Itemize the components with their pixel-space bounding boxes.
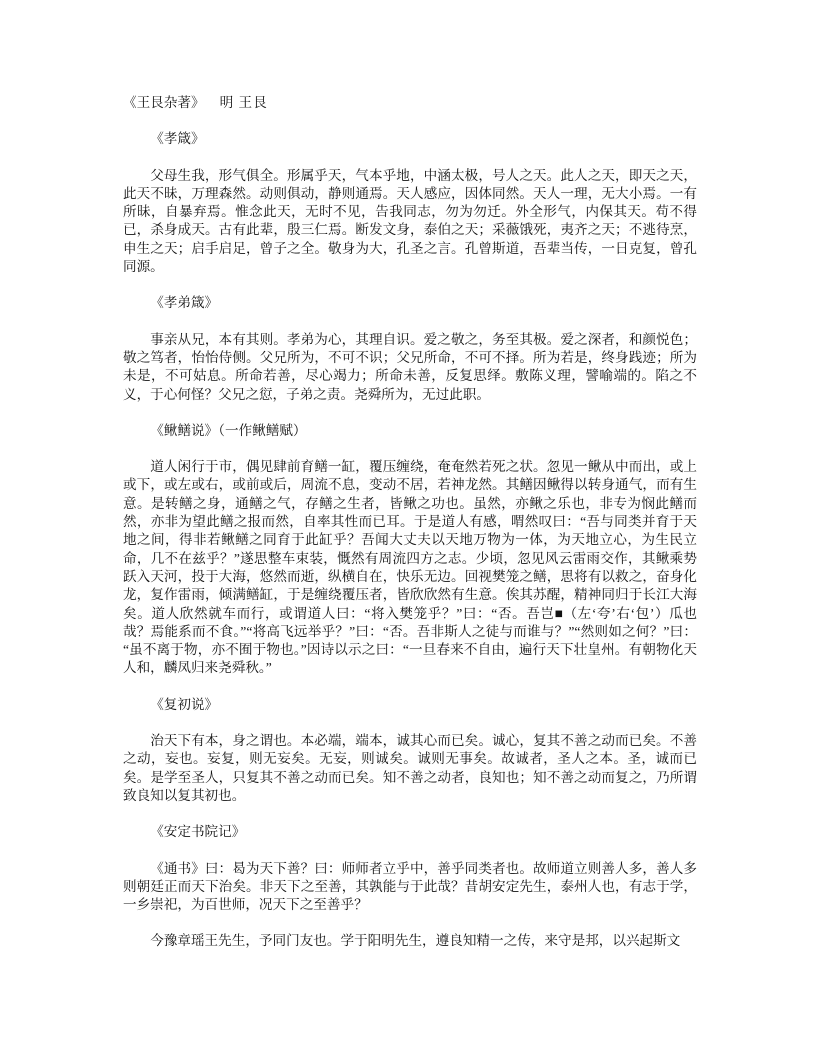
- body-paragraph: 道人闲行于市，偶见肆前育鳝一缸，覆压缠绕，奄奄然若死之状。忽见一鳅从中而出，或上或下，或左或右，或前或后，周流不息，变动不居，若神龙然。其鳝因鳅得以转身通气，而有生意。是转鳝之身，通鳝之气，存鳝之生者，皆鳅之功也。虽然，亦鳅之乐也，非专为悯此鳝而然，亦非为望此鳝之报而然，自率其性而已耳。于是道人有感，喟然叹曰：“吾与同类并育于天地之间，得非若鳅鳝之同育于此缸乎？吾闻大丈夫以天地万物为一体，为天地立心，为生民立命，几不在兹乎？”遂思整车束装，慨然有周流四方之志。少顷，忽见风云雷雨交作，其鳅乘势跃入天河，投于大海，悠然而逝，纵横自在，快乐无边。回视樊笼之鳝，思将有以救之，奋身化龙，复作雷雨，倾满鳝缸，于是缠绕覆压者，皆欣欣然有生意。俟其苏醒，精神同归于长江大海矣。道人欣然就车而行，或谓道人曰：“将入樊笼乎？”曰：“否。吾岂■（左‘夸’右‘包’）瓜也哉？焉能系而不食。”“将高飞远举乎？”曰：“否。吾非斯人之徒与而谁与？”“然则如之何？”曰：“虽不离于物，亦不囿于物也。”因诗以示之曰：“一旦春来不自由，遍行天下壮皇州。有朝物化天人和，麟凤归来尧舜秋。”: [123, 459, 697, 676]
- section-qiu-shan-shuo: [123, 422, 697, 678]
- section-anding-shuyuan-ji: [123, 823, 697, 950]
- document-author-text: 明 王艮: [219, 95, 268, 110]
- section-heading: 《孝箴》: [150, 131, 205, 147]
- section-heading: 《鳅鳝说》（一作鳅鳝赋）: [150, 422, 307, 438]
- body-paragraph: 治天下有本，身之谓也。本必端，端本，诚其心而已矣。诚心，复其不善之动而已矣。不善之动，妄也。妄复，则无妄矣。无妄，则诚矣。诚则无事矣。故诚者，圣人之本。圣，诚而已矣。是学至圣人，只复其不善之动而已矣。知不善之动者，良知也；知不善之动而复之，乃所谓致良知以复其初也。: [123, 733, 697, 803]
- document-title-line: [123, 94, 697, 112]
- body-paragraph: 父母生我，形气俱全。形属乎天，气本乎地，中涵太极，号人之天。此人之天，即天之天，此天不昧，万理森然。动则俱动，静则通焉。天人感应，因体同然。天人一理，无大小焉。一有所昧，自暴弃焉。惟念此天，无时不见，告我同志，勿为勿迁。外全形气，内保其天。苟不得已，杀身成天。古有此辈，殷三仁焉。断发文身，泰伯之天；采薇饿死，夷齐之天；不逃待烹，申生之天；启手启足，曾子之全。敬身为大，孔圣之言。孔曾斯道，吾辈当传，一日克复，曾孔同源。: [123, 167, 697, 275]
- section-heading: 《安定书院记》: [150, 824, 246, 840]
- document-author: [220, 95, 268, 110]
- section-fu-chu-shuo: [123, 696, 697, 805]
- body-paragraph: 今豫章瑶王先生，予同门友也。学于阳明先生，遵良知精一之传，来守是邦，以兴起斯文: [150, 933, 681, 949]
- section-heading: 《复初说》: [150, 696, 219, 712]
- body-paragraph: 事亲从兄，本有其则。孝弟为心，其理自识。爱之敬之，务至其极。爱之深者，和颜悦色；敬之笃者，怡怡侍侧。父兄所为，不可不识；父兄所命，不可不择。所为若是，终身践迹；所为未是，不可姑息。所命若善，尽心竭力；所命未善，反复思绎。敷陈义理，譬喻端的。陷之不义，于心何怪？父兄之愆，子弟之责。尧舜所为，无过此职。: [123, 331, 697, 402]
- section-heading: 《孝弟箴》: [150, 295, 219, 311]
- body-paragraph: 《通书》曰：曷为天下善？曰：师师者立乎中，善乎同类者也。故师道立则善人多，善人多则朝廷正而天下治矣。非天下之至善，其孰能与于此哉？昔胡安定先生，泰州人也，有志于学，一乡崇祀，为百世师，况天下之至善乎？: [123, 860, 697, 913]
- section-xiao-zhen: [123, 130, 697, 276]
- document-title: 《王艮杂著》: [123, 95, 205, 110]
- section-xiao-di-zhen: [123, 294, 697, 403]
